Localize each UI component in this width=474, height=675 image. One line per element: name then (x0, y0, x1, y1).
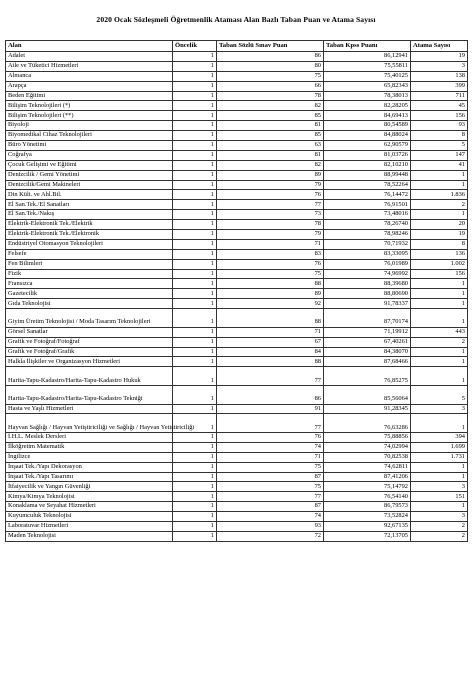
table-row (6, 522, 468, 532)
cell-alan: Arapça (6, 81, 173, 91)
cell-kpss-puan: 65,82343 (324, 81, 411, 91)
cell-sozlu-puan: 92 (217, 299, 324, 309)
cell-kpss-puan: 74,96992 (324, 269, 411, 279)
cell-alan: İngilizce (6, 452, 173, 462)
cell-atama-sayisi: 2 (411, 337, 468, 347)
cell-atama-sayisi: 2 (411, 531, 468, 541)
cell-atama-sayisi: 394 (411, 432, 468, 442)
cell-sozlu-puan: 88 (217, 357, 324, 367)
cell-oncelik: 1 (173, 239, 217, 249)
cell-alan: Endüstriyel Otomasyon Teknolojileri (6, 239, 173, 249)
cell-oncelik: 1 (173, 121, 217, 131)
cell-sozlu-puan: 75 (217, 462, 324, 472)
cell-oncelik: 1 (173, 299, 217, 309)
cell-kpss-puan: 88,99448 (324, 170, 411, 180)
cell-oncelik: 1 (173, 170, 217, 180)
cell-atama-sayisi: 5 (411, 385, 468, 404)
cell-alan: İnşaat Tek./Yapı Dekorasyon (6, 462, 173, 472)
page-title: 2020 Ocak Sözleşmeli Öğretmenlik Ataması Alan Bazlı Taban Puan ve Atama Sayısı (96, 15, 376, 24)
cell-oncelik: 1 (173, 531, 217, 541)
cell-atama-sayisi: 20 (411, 220, 468, 230)
cell-alan: Bilişim Teknolojileri (*) (6, 101, 173, 111)
cell-sozlu-puan: 79 (217, 180, 324, 190)
table-row (6, 131, 468, 141)
table-row (6, 337, 468, 347)
cell-alan: Hasta ve Yaşlı Hizmetleri (6, 404, 173, 414)
cell-kpss-puan: 75,40125 (324, 71, 411, 81)
cell-oncelik: 1 (173, 414, 217, 433)
cell-oncelik: 1 (173, 131, 217, 141)
cell-kpss-puan: 78,52264 (324, 180, 411, 190)
cell-sozlu-puan: 86 (217, 52, 324, 62)
cell-oncelik: 1 (173, 91, 217, 101)
table-row (6, 404, 468, 414)
table-row (6, 432, 468, 442)
cell-kpss-puan: 86,12941 (324, 52, 411, 62)
cell-kpss-puan: 75,55811 (324, 61, 411, 71)
cell-sozlu-puan: 77 (217, 367, 324, 386)
cell-atama-sayisi: 151 (411, 492, 468, 502)
cell-atama-sayisi: 399 (411, 81, 468, 91)
cell-sozlu-puan: 82 (217, 160, 324, 170)
header-kpss-puan: Taban Kpss Puanı (324, 41, 411, 52)
cell-alan: Harita-Tapu-Kadastro/Harita-Tapu-Kadastro Hukuk (6, 367, 173, 386)
cell-atama-sayisi: 1 (411, 472, 468, 482)
cell-sozlu-puan: 84 (217, 347, 324, 357)
cell-kpss-puan: 67,40261 (324, 337, 411, 347)
table-row (6, 299, 468, 309)
table-row (6, 210, 468, 220)
table-row (6, 414, 468, 433)
cell-oncelik: 1 (173, 404, 217, 414)
cell-atama-sayisi: 443 (411, 327, 468, 337)
cell-atama-sayisi: 45 (411, 101, 468, 111)
cell-oncelik: 1 (173, 180, 217, 190)
cell-atama-sayisi: 1 (411, 170, 468, 180)
cell-kpss-puan: 87,70174 (324, 309, 411, 328)
cell-alan: Coğrafya (6, 150, 173, 160)
cell-kpss-puan: 73,52824 (324, 512, 411, 522)
cell-sozlu-puan: 76 (217, 190, 324, 200)
cell-alan: İtfaiyecilik ve Yangın Güvenliği (6, 482, 173, 492)
cell-oncelik: 1 (173, 269, 217, 279)
cell-alan: İ.H.L. Meslek Dersleri (6, 432, 173, 442)
cell-kpss-puan: 76,14472 (324, 190, 411, 200)
cell-atama-sayisi: 147 (411, 150, 468, 160)
cell-sozlu-puan: 81 (217, 121, 324, 131)
table-row (6, 309, 468, 328)
cell-kpss-puan: 81,03726 (324, 150, 411, 160)
cell-sozlu-puan: 72 (217, 531, 324, 541)
cell-kpss-puan: 91,28345 (324, 404, 411, 414)
cell-sozlu-puan: 80 (217, 61, 324, 71)
table-row (6, 512, 468, 522)
cell-kpss-puan: 84,88024 (324, 131, 411, 141)
table-row (6, 101, 468, 111)
cell-sozlu-puan: 66 (217, 81, 324, 91)
cell-kpss-puan: 74,62811 (324, 462, 411, 472)
table-row (6, 452, 468, 462)
cell-atama-sayisi: 1.836 (411, 190, 468, 200)
cell-sozlu-puan: 91 (217, 404, 324, 414)
cell-atama-sayisi: 711 (411, 91, 468, 101)
cell-sozlu-puan: 78 (217, 91, 324, 101)
table-row (6, 472, 468, 482)
cell-kpss-puan: 87,68466 (324, 357, 411, 367)
cell-sozlu-puan: 67 (217, 337, 324, 347)
table-row (6, 442, 468, 452)
cell-kpss-puan: 76,91501 (324, 200, 411, 210)
cell-kpss-puan: 78,98246 (324, 230, 411, 240)
cell-sozlu-puan: 88 (217, 279, 324, 289)
cell-kpss-puan: 84,38070 (324, 347, 411, 357)
cell-kpss-puan: 71,19912 (324, 327, 411, 337)
cell-oncelik: 1 (173, 279, 217, 289)
cell-oncelik: 1 (173, 52, 217, 62)
cell-sozlu-puan: 78 (217, 220, 324, 230)
cell-oncelik: 1 (173, 512, 217, 522)
cell-alan: Elektrik-Elektronik Tek./Elektrik (6, 220, 173, 230)
cell-sozlu-puan: 75 (217, 71, 324, 81)
cell-atama-sayisi: 3 (411, 61, 468, 71)
cell-alan: Biyomedikal Cihaz Teknolojileri (6, 131, 173, 141)
cell-atama-sayisi: 1 (411, 502, 468, 512)
cell-kpss-puan: 70,82538 (324, 452, 411, 462)
cell-sozlu-puan: 71 (217, 327, 324, 337)
cell-sozlu-puan: 93 (217, 522, 324, 532)
cell-atama-sayisi: 1 (411, 299, 468, 309)
cell-alan: Fransızca (6, 279, 173, 289)
cell-oncelik: 1 (173, 472, 217, 482)
cell-alan: İnşaat Tek./Yapı Tasarımı (6, 472, 173, 482)
table-row (6, 289, 468, 299)
cell-alan: Denizcilik / Gemi Yönetimi (6, 170, 173, 180)
cell-kpss-puan: 72,13705 (324, 531, 411, 541)
table-row (6, 239, 468, 249)
cell-alan: Aile ve Tüketici Hizmetleri (6, 61, 173, 71)
cell-oncelik: 1 (173, 482, 217, 492)
cell-oncelik: 1 (173, 230, 217, 240)
cell-kpss-puan: 84,69413 (324, 111, 411, 121)
cell-alan: Grafik ve Fotoğraf/Fotoğraf (6, 337, 173, 347)
cell-kpss-puan: 80,54589 (324, 121, 411, 131)
table-row (6, 531, 468, 541)
cell-alan: Biyoloji (6, 121, 173, 131)
cell-oncelik: 1 (173, 150, 217, 160)
cell-sozlu-puan: 85 (217, 111, 324, 121)
cell-oncelik: 1 (173, 347, 217, 357)
cell-kpss-puan: 76,01989 (324, 259, 411, 269)
cell-atama-sayisi: 1.731 (411, 452, 468, 462)
cell-oncelik: 1 (173, 190, 217, 200)
cell-sozlu-puan: 88 (217, 309, 324, 328)
cell-sozlu-puan: 73 (217, 210, 324, 220)
cell-alan: Gıda Teknolojisi (6, 299, 173, 309)
cell-oncelik: 1 (173, 337, 217, 347)
table-row (6, 327, 468, 337)
cell-kpss-puan: 75,88856 (324, 432, 411, 442)
cell-sozlu-puan: 79 (217, 230, 324, 240)
cell-atama-sayisi: 156 (411, 269, 468, 279)
cell-sozlu-puan: 75 (217, 482, 324, 492)
cell-sozlu-puan: 63 (217, 141, 324, 151)
cell-kpss-puan: 92,67135 (324, 522, 411, 532)
cell-alan: Maden Teknolojisi (6, 531, 173, 541)
cell-oncelik: 1 (173, 141, 217, 151)
cell-sozlu-puan: 74 (217, 512, 324, 522)
table-row (6, 462, 468, 472)
cell-oncelik: 1 (173, 81, 217, 91)
table-row (6, 249, 468, 259)
table-row (6, 230, 468, 240)
cell-atama-sayisi: 1 (411, 367, 468, 386)
cell-alan: Kuyumculuk Teknolojisi (6, 512, 173, 522)
cell-sozlu-puan: 77 (217, 492, 324, 502)
cell-oncelik: 1 (173, 442, 217, 452)
cell-alan: Hayvan Sağlığı / Hayvan Yetiştiriciliği ve Sağlığı / Hayvan Yetiştiriciliği (6, 414, 173, 433)
table-row (6, 347, 468, 357)
cell-kpss-puan: 76,54140 (324, 492, 411, 502)
cell-alan: Halkla İlişkiler ve Organizasyon Hizmetleri (6, 357, 173, 367)
cell-atama-sayisi: 3 (411, 482, 468, 492)
cell-alan: Elektrik-Elektronik Tek./Elektronik (6, 230, 173, 240)
cell-atama-sayisi: 1 (411, 289, 468, 299)
cell-atama-sayisi: 1 (411, 279, 468, 289)
cell-alan: Din Kült. ve Ahl.Bil. (6, 190, 173, 200)
table-row (6, 91, 468, 101)
cell-alan: Denizcilik/Gemi Makineleri (6, 180, 173, 190)
cell-alan: El San.Tek./Nakış (6, 210, 173, 220)
table-row (6, 357, 468, 367)
cell-atama-sayisi: 19 (411, 52, 468, 62)
table-row (6, 81, 468, 91)
cell-oncelik: 1 (173, 210, 217, 220)
cell-sozlu-puan: 85 (217, 131, 324, 141)
cell-oncelik: 1 (173, 432, 217, 442)
cell-alan: Giyim Üretim Teknolojisi / Moda Tasarım Teknolojileri (6, 309, 173, 328)
cell-oncelik: 1 (173, 220, 217, 230)
cell-alan: Görsel Sanatlar (6, 327, 173, 337)
cell-sozlu-puan: 77 (217, 414, 324, 433)
table-row (6, 150, 468, 160)
table-row (6, 502, 468, 512)
cell-atama-sayisi: 41 (411, 160, 468, 170)
cell-sozlu-puan: 76 (217, 259, 324, 269)
cell-oncelik: 1 (173, 61, 217, 71)
cell-atama-sayisi: 93 (411, 121, 468, 131)
table-row (6, 269, 468, 279)
cell-kpss-puan: 75,14792 (324, 482, 411, 492)
cell-kpss-puan: 78,38013 (324, 91, 411, 101)
cell-kpss-puan: 91,78337 (324, 299, 411, 309)
cell-oncelik: 1 (173, 160, 217, 170)
cell-kpss-puan: 78,26740 (324, 220, 411, 230)
table-row (6, 279, 468, 289)
cell-atama-sayisi: 1 (411, 210, 468, 220)
cell-atama-sayisi: 1 (411, 357, 468, 367)
cell-atama-sayisi: 136 (411, 249, 468, 259)
table-row (6, 71, 468, 81)
table-row (6, 111, 468, 121)
cell-kpss-puan: 85,56064 (324, 385, 411, 404)
cell-atama-sayisi: 3 (411, 512, 468, 522)
cell-atama-sayisi: 138 (411, 71, 468, 81)
cell-alan: Kimya/Kimya Teknolojisi (6, 492, 173, 502)
cell-alan: İlköğretim Matematik (6, 442, 173, 452)
cell-atama-sayisi: 19 (411, 230, 468, 240)
table-row (6, 121, 468, 131)
cell-oncelik: 1 (173, 357, 217, 367)
cell-sozlu-puan: 82 (217, 101, 324, 111)
cell-alan: Harita-Tapu-Kadastro/Harita-Tapu-Kadastro Tekniği (6, 385, 173, 404)
cell-atama-sayisi: 1.699 (411, 442, 468, 452)
cell-sozlu-puan: 75 (217, 269, 324, 279)
cell-oncelik: 1 (173, 502, 217, 512)
cell-alan: Adalet (6, 52, 173, 62)
cell-sozlu-puan: 81 (217, 150, 324, 160)
table-row (6, 200, 468, 210)
cell-atama-sayisi: 8 (411, 131, 468, 141)
cell-alan: Almanca (6, 71, 173, 81)
cell-atama-sayisi: 1.002 (411, 259, 468, 269)
cell-oncelik: 1 (173, 309, 217, 328)
cell-kpss-puan: 87,41206 (324, 472, 411, 482)
cell-sozlu-puan: 74 (217, 442, 324, 452)
cell-sozlu-puan: 83 (217, 249, 324, 259)
cell-oncelik: 1 (173, 259, 217, 269)
cell-kpss-puan: 82,10210 (324, 160, 411, 170)
cell-oncelik: 1 (173, 200, 217, 210)
table-row (6, 190, 468, 200)
header-alan: Alan (6, 41, 173, 52)
header-atama-sayisi: Atama Sayısı (411, 41, 468, 52)
table-row (6, 180, 468, 190)
cell-sozlu-puan: 86 (217, 385, 324, 404)
cell-oncelik: 1 (173, 522, 217, 532)
table-row (6, 52, 468, 62)
table-row (6, 385, 468, 404)
cell-alan: Konaklama ve Seyahat Hizmetleri (6, 502, 173, 512)
cell-alan: Fen Bilimleri (6, 259, 173, 269)
cell-sozlu-puan: 87 (217, 472, 324, 482)
cell-oncelik: 1 (173, 249, 217, 259)
cell-oncelik: 1 (173, 367, 217, 386)
placement-table (5, 40, 468, 542)
cell-oncelik: 1 (173, 289, 217, 299)
table-row (6, 170, 468, 180)
cell-sozlu-puan: 87 (217, 502, 324, 512)
cell-alan: Felsefe (6, 249, 173, 259)
cell-sozlu-puan: 89 (217, 170, 324, 180)
cell-oncelik: 1 (173, 462, 217, 472)
table-row (6, 482, 468, 492)
cell-alan: Grafik ve Fotoğraf/Grafik (6, 347, 173, 357)
table-row (6, 160, 468, 170)
cell-alan: Gazetecilik (6, 289, 173, 299)
table-row (6, 220, 468, 230)
cell-oncelik: 1 (173, 71, 217, 81)
table-row (6, 492, 468, 502)
cell-atama-sayisi: 156 (411, 111, 468, 121)
cell-sozlu-puan: 71 (217, 452, 324, 462)
table-row (6, 141, 468, 151)
cell-alan: Beden Eğitimi (6, 91, 173, 101)
cell-atama-sayisi: 1 (411, 347, 468, 357)
cell-sozlu-puan: 76 (217, 432, 324, 442)
cell-sozlu-puan: 89 (217, 289, 324, 299)
cell-oncelik: 1 (173, 327, 217, 337)
cell-atama-sayisi: 2 (411, 200, 468, 210)
cell-kpss-puan: 83,33095 (324, 249, 411, 259)
cell-alan: Laboratuvar Hizmetleri (6, 522, 173, 532)
cell-alan: Bilişim Teknolojileri (**) (6, 111, 173, 121)
table-body (6, 52, 468, 542)
cell-atama-sayisi: 2 (411, 522, 468, 532)
cell-atama-sayisi: 1 (411, 180, 468, 190)
cell-alan: El San.Tek./El Sanatları (6, 200, 173, 210)
cell-kpss-puan: 82,28205 (324, 101, 411, 111)
cell-kpss-puan: 76,85275 (324, 367, 411, 386)
cell-atama-sayisi: 8 (411, 239, 468, 249)
cell-sozlu-puan: 77 (217, 200, 324, 210)
cell-atama-sayisi: 3 (411, 404, 468, 414)
cell-kpss-puan: 88,39680 (324, 279, 411, 289)
header-oncelik: Öncelik (173, 41, 217, 52)
cell-oncelik: 1 (173, 385, 217, 404)
cell-oncelik: 1 (173, 452, 217, 462)
cell-oncelik: 1 (173, 101, 217, 111)
cell-kpss-puan: 88,80690 (324, 289, 411, 299)
cell-kpss-puan: 76,63286 (324, 414, 411, 433)
cell-atama-sayisi: 1 (411, 309, 468, 328)
cell-atama-sayisi: 1 (411, 462, 468, 472)
table-row (6, 367, 468, 386)
cell-alan: Fizik (6, 269, 173, 279)
cell-oncelik: 1 (173, 111, 217, 121)
cell-kpss-puan: 86,79573 (324, 502, 411, 512)
cell-atama-sayisi: 1 (411, 414, 468, 433)
cell-kpss-puan: 62,90579 (324, 141, 411, 151)
cell-atama-sayisi: 5 (411, 141, 468, 151)
header-sozlu-puan: Taban Sözlü Sınav Puan (217, 41, 324, 52)
cell-alan: Büro Yönetimi (6, 141, 173, 151)
table-row (6, 259, 468, 269)
cell-oncelik: 1 (173, 492, 217, 502)
cell-kpss-puan: 74,02994 (324, 442, 411, 452)
cell-sozlu-puan: 71 (217, 239, 324, 249)
cell-alan: Çocuk Gelişimi ve Eğitimi (6, 160, 173, 170)
cell-kpss-puan: 73,48016 (324, 210, 411, 220)
table-row (6, 61, 468, 71)
cell-kpss-puan: 70,71932 (324, 239, 411, 249)
table-header-row (6, 41, 468, 52)
